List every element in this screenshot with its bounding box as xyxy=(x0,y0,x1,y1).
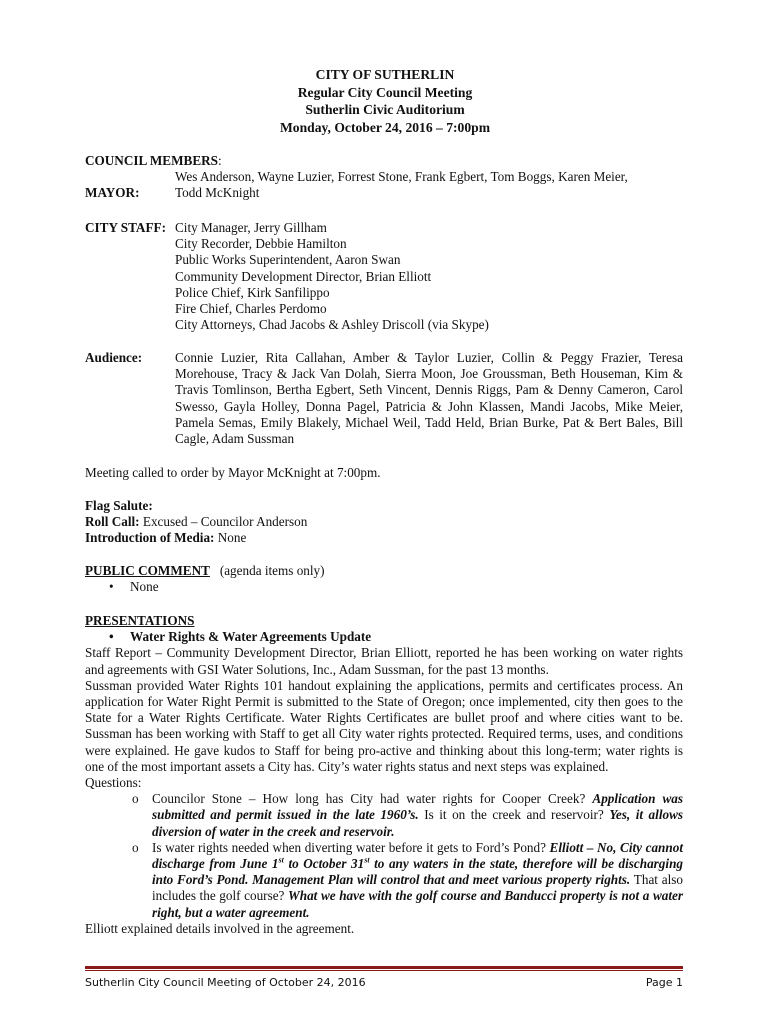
flag-salute-label: Flag Salute: xyxy=(85,498,153,513)
council-label: COUNCIL MEMBERS xyxy=(85,153,218,168)
council-section xyxy=(85,153,683,202)
meeting-location: Sutherlin Civic Auditorium xyxy=(305,102,465,117)
staff-label: CITY STAFF: xyxy=(85,220,166,235)
public-comment-item: • None xyxy=(85,579,683,595)
staff-item: City Attorneys, Chad Jacobs & Ashley Driscoll (via Skype) xyxy=(175,317,489,333)
question-text: Councilor Stone – How long has City had water rights for Cooper Creek? xyxy=(152,791,586,807)
staff-item: City Manager, Jerry Gillham xyxy=(175,220,327,235)
page-number: Page 1 xyxy=(645,976,683,989)
sussman-paragraph: Sussman provided Water Rights 101 handout explaining the applications, permits and certificates process. An application for Water Right Permit is submitted to the State of Oregon; once implemented, city then goes to the State for a Water Rights Certificate. Water Rights Certificates are bullet proof and where cities want to be. Sussman has been working with Staff to get all City water rights protected. Required terms, uses, and conditions were explained. He gave kudos to Staff for being pro-active and thinking about this long-term; water rights is one of the most important assets a City has. City’s water rights status and next steps was explained. xyxy=(85,677,683,774)
audience-list: Connie Luzier, Rita Callahan, Amber & Taylor Luzier, Collin & Peggy Frazier, Teresa Morehouse, Tracy & Jack Van Dolah, Sierra Moon, Joe Groussman, Beth Houseman, Kim & Travis Tomlinson, Bertha Egbert, Seth Vincent, Dennis Riggs, Pam & Denny Cameron, Carol Swesso, Gayla Holley, Donna Pagel, Patricia & John Klassen, Mandi Jacobs, Mike Meier, Pamela Semas, Emily Blakely, Michael Weil, Tadd Held, Brian Burke, Pat & Bert Bales, Bill Cagle, Adam Sussman xyxy=(175,350,683,447)
staff-item: Police Chief, Kirk Sanfilippo xyxy=(175,284,330,300)
page-footer xyxy=(85,975,683,991)
footer-rule xyxy=(85,966,683,969)
audience-section xyxy=(85,350,683,447)
question-text: Is water rights needed when diverting water before it gets to Ford’s Pond? xyxy=(152,839,546,855)
hollow-bullet-icon: o xyxy=(132,839,139,855)
meeting-date: Monday, October 24, 2016 – 7:00pm xyxy=(279,119,491,135)
roll-call-value: Excused – Councilor Anderson xyxy=(142,514,308,530)
meeting-type: Regular City Council Meeting xyxy=(297,84,473,100)
closing-line: Elliott explained details involved in the agreement. xyxy=(85,920,355,936)
question-text: Is it on the creek and reservoir? xyxy=(424,807,604,823)
staff-item: Fire Chief, Charles Perdomo xyxy=(175,301,327,317)
question-text: That also includes the golf course? xyxy=(152,872,683,904)
staff-section xyxy=(85,220,683,333)
mayor-label: MAYOR: xyxy=(85,185,140,201)
roll-call-label: Roll Call: xyxy=(85,514,140,530)
answer-text: Yes, it allows diversion of water in the creek and reservoir. xyxy=(152,807,684,839)
presentations-section xyxy=(85,613,683,937)
city-name: CITY OF SUTHERLIN xyxy=(315,67,455,82)
called-to-order: Meeting called to order by Mayor McKnight at 7:00pm. xyxy=(85,465,381,480)
footer-title: Sutherlin City Council Meeting of October 24, 2016 xyxy=(85,976,366,989)
council-members: Wes Anderson, Wayne Luzier, Forrest Stone, Frank Egbert, Tom Boggs, Karen Meier, xyxy=(175,169,628,185)
public-comment-section xyxy=(85,563,683,595)
mayor-name: Todd McKnight xyxy=(175,185,260,201)
council-colon: : xyxy=(218,153,222,168)
media-value: None xyxy=(217,530,247,546)
presentations-heading: PRESENTATIONS xyxy=(85,613,195,628)
staff-item: Community Development Director, Brian Elliott xyxy=(175,268,432,284)
hollow-bullet-icon: o xyxy=(132,791,139,807)
meeting-opening xyxy=(85,498,683,547)
answer-text: Application was submitted and permit issued in the late 1960’s. xyxy=(152,791,683,823)
answer-text: What we have with the golf course and Banducci property is not a water right, but a water agreement. xyxy=(152,888,683,920)
presentation-item: • Water Rights & Water Agreements Update xyxy=(85,629,683,645)
staff-item: Public Works Superintendent, Aaron Swan xyxy=(175,252,401,268)
document-header xyxy=(0,66,770,136)
footer-rule-thin xyxy=(85,970,683,971)
answer-text: Elliott – No, City cannot discharge from June 1st to October 31st to any waters in the state, therefore will be discharging into Ford’s Pond. Management Plan will control that and meet various property rights. xyxy=(152,839,683,888)
staff-list xyxy=(175,220,683,333)
media-label: Introduction of Media: xyxy=(85,530,215,546)
public-comment-heading: PUBLIC COMMENT xyxy=(85,563,210,578)
staff-item: City Recorder, Debbie Hamilton xyxy=(175,236,347,252)
questions-label: Questions: xyxy=(85,775,142,791)
question-item xyxy=(85,791,683,840)
question-item xyxy=(85,840,683,921)
audience-label: Audience: xyxy=(85,350,143,365)
public-comment-note: (agenda items only) xyxy=(219,563,325,578)
staff-report-paragraph: Staff Report – Community Development Director, Brian Elliott, reported he has been working on water rights and agreements with GSI Water Solutions, Inc., Adam Sussman, for the past 13 months. xyxy=(85,645,683,677)
